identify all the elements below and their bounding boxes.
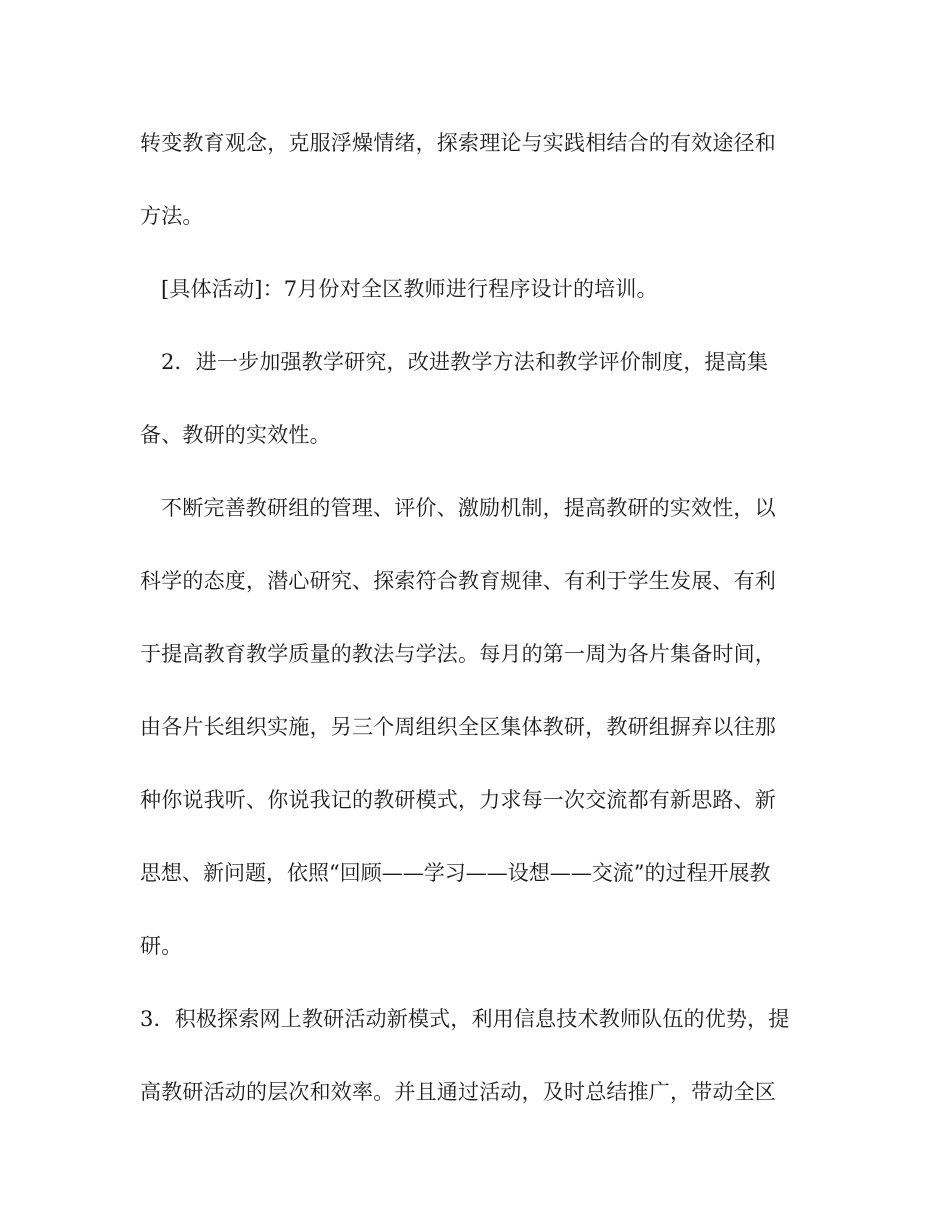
activity-line: [具体活动]：7月份对全区教师进行程序设计的培训。 bbox=[161, 277, 658, 301]
section-heading-2: 2．进一步加强教学研究，改进教学方法和教学评价制度，提高集 bbox=[161, 350, 769, 374]
paragraph-start-line: 不断完善教研组的管理、评价、激励机制，提高教研的实效性，以 bbox=[161, 496, 776, 520]
section-heading-3: 3．积极探索网上教研活动新模式，利用信息技术教师队伍的优势，提 bbox=[140, 1007, 790, 1031]
body-text-line: 转变教育观念，克服浮燥情绪，探索理论与实践相结合的有效途径和 bbox=[140, 131, 776, 155]
body-text-line: 思想、新问题，依照“回顾——学习——设想——交流”的过程开展教 bbox=[140, 861, 771, 885]
body-text-line: 方法。 bbox=[140, 204, 204, 228]
body-text-line: 备、教研的实效性。 bbox=[140, 423, 331, 447]
body-text-line: 科学的态度，潜心研究、探索符合教育规律、有利于学生发展、有利 bbox=[140, 569, 776, 593]
body-text-line: 高教研活动的层次和效率。并且通过活动，及时总结推广，带动全区 bbox=[140, 1080, 776, 1104]
body-text-line: 研。 bbox=[140, 934, 183, 958]
body-text-line: 由各片长组织实施，另三个周组织全区集体教研，教研组摒弃以往那 bbox=[140, 715, 776, 739]
body-text-line: 种你说我听、你说我记的教研模式，力求每一次交流都有新思路、新 bbox=[140, 788, 776, 812]
body-text-line: 于提高教育教学质量的教法与学法。每月的第一周为各片集备时间， bbox=[140, 642, 776, 666]
